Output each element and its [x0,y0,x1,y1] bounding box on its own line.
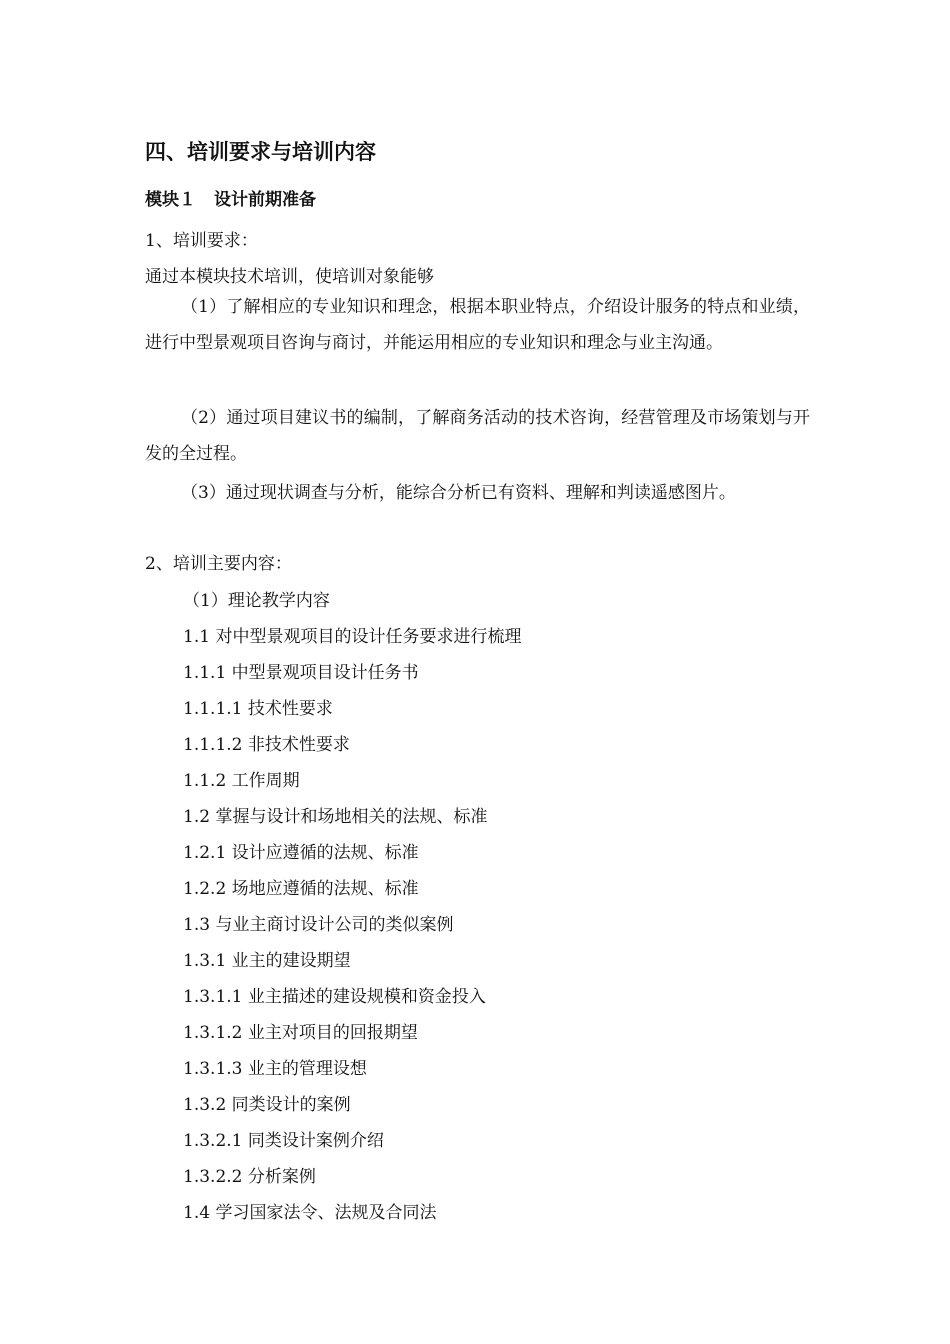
outline-item: （1）理论教学内容 [183,591,330,611]
outline-item: 1.1.1.2 非技术性要求 [183,735,350,755]
requirements-heading: 1、培训要求： [145,231,258,251]
requirement-item-3: （3）通过现状调查与分析，能综合分析已有资料、理解和判读遥感图片。 [181,483,736,503]
requirements-intro: 通过本模块技术培训，使培训对象能够 [145,267,434,287]
section-title: 四、培训要求与培训内容 [145,140,376,164]
outline-item: 1.3.2 同类设计的案例 [183,1095,351,1115]
outline-item: 1.2.2 场地应遵循的法规、标准 [183,879,419,899]
outline-item: 1.3 与业主商讨设计公司的类似案例 [183,915,454,935]
outline-item: 1.2 掌握与设计和场地相关的法规、标准 [183,807,488,827]
outline-item: 1.2.1 设计应遵循的法规、标准 [183,843,419,863]
requirement-item-1: （1）了解相应的专业知识和理念，根据本职业特点，介绍设计服务的特点和业绩，进行中型景观项目咨询与商讨，并能运用相应的专业知识和理念与业主沟通。 [145,297,810,353]
outline-item: 1.1 对中型景观项目的设计任务要求进行梳理 [183,627,522,647]
module-label: 模块１ [145,190,196,210]
outline-item: 1.3.1 业主的建设期望 [183,951,351,971]
outline-item: 1.3.1.2 业主对项目的回报期望 [183,1023,418,1043]
outline-item: 1.1.1 中型景观项目设计任务书 [183,663,419,683]
requirement-item-2: （2）通过项目建议书的编制，了解商务活动的技术咨询，经营管理及市场策划与开发的全过程。 [145,408,810,464]
outline-item: 1.3.2.1 同类设计案例介绍 [183,1131,384,1151]
content-heading: 2、培训主要内容： [145,554,292,574]
outline-item: 1.3.2.2 分析案例 [183,1167,316,1187]
content-outline [183,583,521,1231]
outline-item: 1.3.1.1 业主描述的建设规模和资金投入 [183,987,486,1007]
module-title [145,188,316,212]
outline-item: 1.1.2 工作周期 [183,771,300,791]
module-name: 设计前期准备 [214,190,316,210]
outline-item: 1.1.1.1 技术性要求 [183,699,333,719]
outline-item: 1.3.1.3 业主的管理设想 [183,1059,367,1079]
outline-item: 1.4 学习国家法令、法规及合同法 [183,1203,437,1223]
